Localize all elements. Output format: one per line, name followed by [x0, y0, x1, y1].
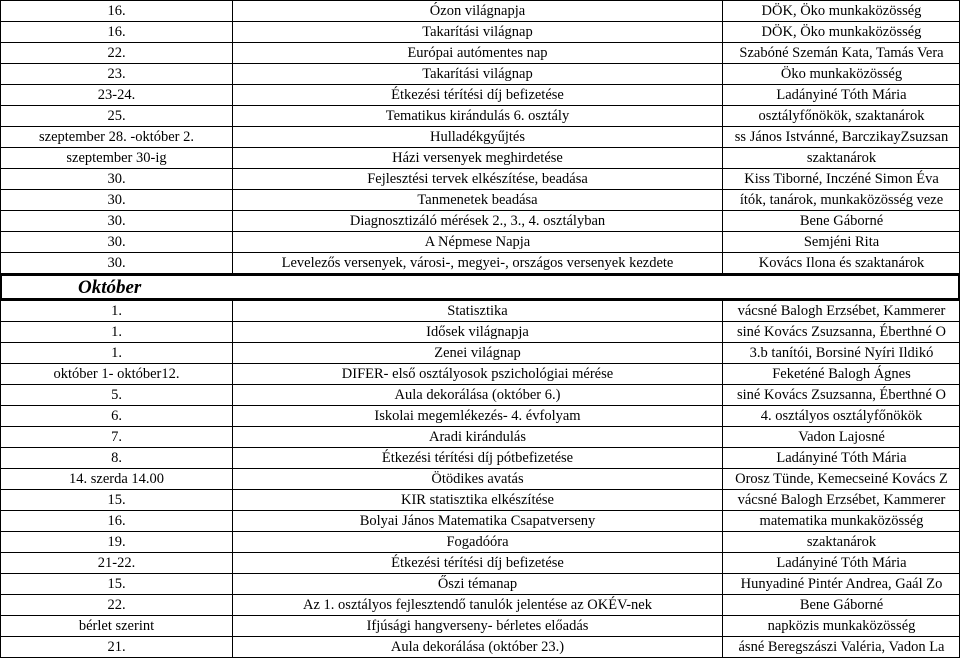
date-cell [1, 301, 233, 321]
date-cell-text: 8. [111, 450, 122, 466]
event-cell-text: Statisztika [447, 303, 508, 319]
table-row [0, 190, 960, 211]
date-cell [1, 85, 233, 105]
event-cell-text: Fogadóóra [446, 534, 509, 550]
date-cell [1, 1, 233, 21]
event-cell [233, 385, 723, 405]
date-cell [1, 211, 233, 231]
event-cell-text: Őszi témanap [437, 576, 518, 592]
date-cell [1, 616, 233, 636]
table-row [0, 0, 960, 22]
date-cell [1, 637, 233, 657]
event-cell [233, 169, 723, 189]
date-cell [1, 253, 233, 273]
responsible-cell-text: Orosz Tünde, Kemecseiné Kovács Z [735, 471, 948, 487]
date-cell-text: 6. [111, 408, 122, 424]
table-row [0, 127, 960, 148]
responsible-cell [723, 85, 960, 105]
event-cell-text: Az 1. osztályos fejlesztendő tanulók jelentése az OKÉV-nek [303, 597, 652, 613]
responsible-cell [723, 532, 960, 552]
responsible-cell [723, 211, 960, 231]
responsible-cell-text: Semjéni Rita [803, 234, 880, 250]
date-cell-text: 14. szerda 14.00 [68, 471, 165, 487]
date-cell-text: 30. [107, 234, 126, 250]
date-cell [1, 343, 233, 363]
date-cell-text: 15. [107, 576, 126, 592]
date-cell [1, 574, 233, 594]
event-cell [233, 469, 723, 489]
event-cell [233, 532, 723, 552]
date-cell-text: 16. [107, 24, 126, 40]
event-cell [233, 1, 723, 21]
responsible-cell-text: osztályfőnökök, szaktanárok [758, 108, 925, 124]
event-cell-text: Hulladékgyűjtés [429, 129, 526, 145]
event-cell [233, 595, 723, 615]
date-cell [1, 43, 233, 63]
event-cell-text: Aradi kirándulás [428, 429, 527, 445]
responsible-cell-text: Ladányiné Tóth Mária [776, 555, 907, 571]
date-cell [1, 127, 233, 147]
event-cell-text: Bolyai János Matematika Csapatverseny [359, 513, 596, 529]
event-cell-text: Ifjúsági hangverseny- bérletes előadás [366, 618, 589, 634]
event-cell-text: Ózon világnapja [429, 3, 526, 19]
date-cell [1, 511, 233, 531]
responsible-cell [723, 301, 960, 321]
responsible-cell-text: DÖK, Öko munkaközösség [761, 3, 922, 19]
event-cell [233, 43, 723, 63]
responsible-cell-text: matematika munkaközösség [759, 513, 924, 529]
event-cell [233, 148, 723, 168]
table-row [0, 532, 960, 553]
event-cell-text: Házi versenyek meghirdetése [392, 150, 563, 166]
date-cell [1, 148, 233, 168]
event-cell [233, 364, 723, 384]
responsible-cell-text: Hunyadiné Pintér Andrea, Gaál Zo [740, 576, 943, 592]
date-cell-text: 19. [107, 534, 126, 550]
responsible-cell-text: ásné Beregszászi Valéria, Vadon La [738, 639, 945, 655]
responsible-cell-text: vácsné Balogh Erzsébet, Kammerer [737, 492, 946, 508]
date-cell-text: 23-24. [97, 87, 136, 103]
responsible-cell [723, 43, 960, 63]
table-row [0, 469, 960, 490]
event-cell [233, 406, 723, 426]
event-cell [233, 322, 723, 342]
date-cell-text: 23. [107, 66, 126, 82]
event-cell-text: KIR statisztika elkészítése [400, 492, 554, 508]
table-row [0, 322, 960, 343]
table-row [0, 85, 960, 106]
date-cell-text: 22. [107, 597, 126, 613]
table-row [0, 595, 960, 616]
responsible-cell [723, 469, 960, 489]
date-cell [1, 322, 233, 342]
responsible-cell-text: Kiss Tiborné, Inczéné Simon Éva [744, 171, 939, 187]
table-row [0, 385, 960, 406]
event-cell [233, 211, 723, 231]
responsible-cell [723, 190, 960, 210]
month-title: Október [78, 277, 142, 298]
date-cell [1, 364, 233, 384]
responsible-cell-text: DÖK, Öko munkaközösség [761, 24, 922, 40]
date-cell [1, 232, 233, 252]
event-cell-text: Étkezési térítési díj befizetése [391, 555, 564, 571]
event-cell-text: Európai autómentes nap [407, 45, 548, 61]
date-cell-text: 1. [111, 324, 122, 340]
month-header-row [0, 274, 960, 301]
event-cell-text: Aula dekorálása (október 23.) [390, 639, 565, 655]
event-cell-text: Tematikus kirándulás 6. osztály [385, 108, 570, 124]
table-row [0, 301, 960, 322]
responsible-cell [723, 232, 960, 252]
responsible-cell [723, 22, 960, 42]
event-cell [233, 22, 723, 42]
table-row [0, 22, 960, 43]
event-cell [233, 64, 723, 84]
responsible-cell-text: napközis munkaközösség [767, 618, 916, 634]
date-cell [1, 532, 233, 552]
event-cell-text: Étkezési térítési díj befizetése [391, 87, 564, 103]
table-row [0, 64, 960, 85]
event-cell-text: Levelezős versenyek, városi-, megyei-, országos versenyek kezdete [281, 255, 674, 271]
responsible-cell-text: szaktanárok [806, 534, 877, 550]
event-cell-text: Fejlesztési tervek elkészítése, beadása [367, 171, 588, 187]
table-row [0, 427, 960, 448]
event-cell [233, 511, 723, 531]
date-cell [1, 406, 233, 426]
event-cell [233, 232, 723, 252]
date-cell-text: 1. [111, 345, 122, 361]
responsible-cell-text: Ladányiné Tóth Mária [776, 450, 907, 466]
responsible-cell [723, 637, 960, 657]
responsible-cell [723, 574, 960, 594]
date-cell [1, 553, 233, 573]
event-cell-text: Iskolai megemlékezés- 4. évfolyam [374, 408, 581, 424]
responsible-cell-text: siné Kovács Zsuzsanna, Éberthné O [737, 324, 946, 340]
responsible-cell [723, 1, 960, 21]
responsible-cell [723, 427, 960, 447]
event-cell [233, 301, 723, 321]
event-cell [233, 427, 723, 447]
responsible-cell [723, 343, 960, 363]
date-cell-text: 30. [107, 192, 126, 208]
responsible-cell [723, 148, 960, 168]
date-cell-text: szeptember 30-ig [66, 150, 167, 166]
event-cell-text: Ötödikes avatás [431, 471, 524, 487]
responsible-cell [723, 364, 960, 384]
date-cell [1, 385, 233, 405]
responsible-cell-text: Bene Gáborné [799, 597, 884, 613]
responsible-cell-text: vácsné Balogh Erzsébet, Kammerer [737, 303, 946, 319]
responsible-cell [723, 553, 960, 573]
responsible-cell-text: Szabóné Szemán Kata, Tamás Vera [739, 45, 944, 61]
responsible-cell-text: Vadon Lajosné [798, 429, 885, 445]
date-cell [1, 427, 233, 447]
september-section [0, 0, 960, 274]
responsible-cell-text: Bene Gáborné [799, 213, 884, 229]
date-cell-text: 25. [107, 108, 126, 124]
event-cell-text: Aula dekorálása (október 6.) [394, 387, 561, 403]
table-row [0, 232, 960, 253]
event-cell [233, 85, 723, 105]
responsible-cell [723, 106, 960, 126]
event-cell-text: Étkezési térítési díj pótbefizetése [381, 450, 574, 466]
event-cell [233, 553, 723, 573]
responsible-cell [723, 616, 960, 636]
table-row [0, 253, 960, 274]
responsible-cell [723, 385, 960, 405]
date-cell-text: 21-22. [97, 555, 136, 571]
event-cell [233, 253, 723, 273]
event-cell [233, 127, 723, 147]
event-cell-text: Idősek világnapja [426, 324, 529, 340]
event-cell [233, 448, 723, 468]
table-row [0, 490, 960, 511]
date-cell [1, 169, 233, 189]
responsible-cell-text: ss János Istvánné, BarczikayZsuzsan [734, 129, 949, 145]
date-cell-text: 30. [107, 171, 126, 187]
event-cell [233, 637, 723, 657]
responsible-cell [723, 511, 960, 531]
date-cell-text: bérlet szerint [78, 618, 155, 634]
table-row [0, 364, 960, 385]
table-row [0, 553, 960, 574]
date-cell [1, 190, 233, 210]
table-row [0, 406, 960, 427]
event-cell-text: Takarítási világnap [422, 24, 533, 40]
event-cell [233, 343, 723, 363]
event-cell [233, 574, 723, 594]
table-row [0, 211, 960, 232]
responsible-cell-text: siné Kovács Zsuzsanna, Éberthné O [737, 387, 946, 403]
date-cell [1, 448, 233, 468]
table-row [0, 448, 960, 469]
event-cell-text: Takarítási világnap [422, 66, 533, 82]
responsible-cell [723, 490, 960, 510]
responsible-cell-text: szaktanárok [806, 150, 877, 166]
table-row [0, 169, 960, 190]
table-row [0, 148, 960, 169]
date-cell-text: 15. [107, 492, 126, 508]
responsible-cell [723, 406, 960, 426]
event-cell [233, 490, 723, 510]
date-cell-text: 5. [111, 387, 122, 403]
event-cell-text: Zenei világnap [434, 345, 521, 361]
date-cell [1, 22, 233, 42]
date-cell-text: 30. [107, 255, 126, 271]
responsible-cell-text: Öko munkaközösség [780, 66, 903, 82]
table-row [0, 43, 960, 64]
event-cell-text: A Népmese Napja [424, 234, 531, 250]
date-cell [1, 595, 233, 615]
event-cell [233, 106, 723, 126]
event-cell-text: DIFER- első osztályosok pszichológiai mérése [341, 366, 614, 382]
event-cell-text: Diagnosztizáló mérések 2., 3., 4. osztályban [349, 213, 606, 229]
responsible-cell-text: Kovács Ilona és szaktanárok [758, 255, 925, 271]
date-cell-text: 30. [107, 213, 126, 229]
date-cell-text: 1. [111, 303, 122, 319]
table-row [0, 343, 960, 364]
responsible-cell-text: ítók, tanárok, munkaközösség veze [739, 192, 944, 208]
date-cell-text: 16. [107, 513, 126, 529]
table-row [0, 574, 960, 595]
responsible-cell [723, 64, 960, 84]
date-cell [1, 106, 233, 126]
date-cell-text: 7. [111, 429, 122, 445]
table-row [0, 637, 960, 658]
table-row [0, 511, 960, 532]
responsible-cell [723, 322, 960, 342]
responsible-cell-text: Feketéné Balogh Ágnes [772, 366, 911, 382]
date-cell [1, 469, 233, 489]
date-cell-text: 21. [107, 639, 126, 655]
responsible-cell-text: 3.b tanítói, Borsiné Nyíri Ildikó [749, 345, 934, 361]
responsible-cell [723, 595, 960, 615]
responsible-cell [723, 448, 960, 468]
date-cell-text: 16. [107, 3, 126, 19]
responsible-cell [723, 127, 960, 147]
date-cell [1, 490, 233, 510]
event-cell-text: Tanmenetek beadása [417, 192, 538, 208]
table-row [0, 106, 960, 127]
date-cell [1, 64, 233, 84]
responsible-cell [723, 253, 960, 273]
table-row [0, 616, 960, 637]
date-cell-text: 22. [107, 45, 126, 61]
responsible-cell [723, 169, 960, 189]
event-cell [233, 190, 723, 210]
october-section [0, 301, 960, 658]
responsible-cell-text: 4. osztályos osztályfőnökök [760, 408, 923, 424]
responsible-cell-text: Ladányiné Tóth Mária [776, 87, 907, 103]
event-cell [233, 616, 723, 636]
date-cell-text: szeptember 28. -október 2. [38, 129, 195, 145]
date-cell-text: október 1- október12. [53, 366, 180, 382]
